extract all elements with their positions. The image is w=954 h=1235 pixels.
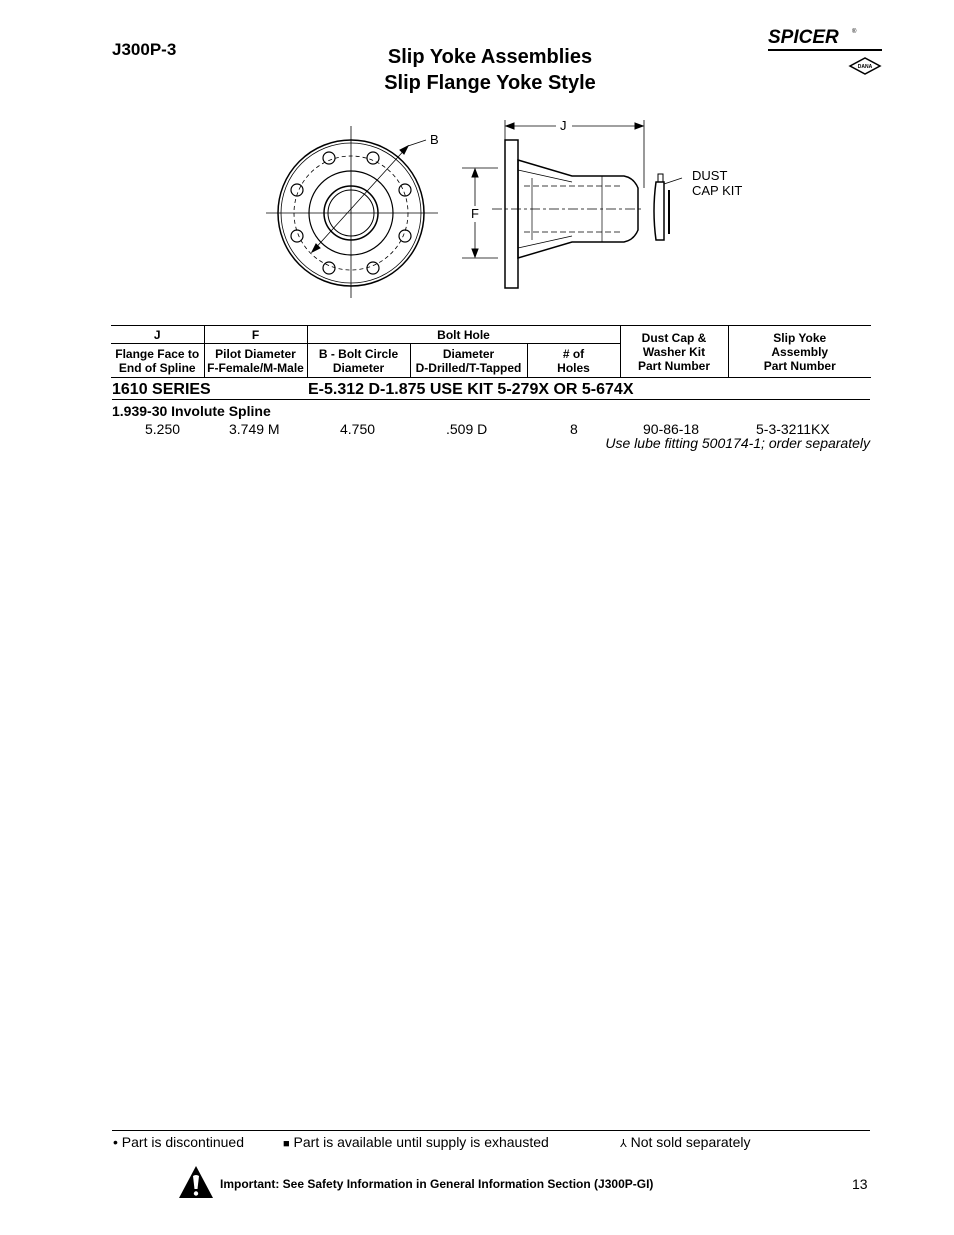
spline-type: 1.939-30 Involute Spline (112, 403, 271, 419)
header-slip-yoke: Slip Yoke Assembly Part Number (728, 326, 871, 378)
dust-cap-label-line2: CAP KIT (692, 183, 743, 198)
bullet-icon: • (113, 1134, 118, 1150)
cell-j: 5.250 (145, 421, 181, 437)
yoke-diagram (262, 118, 762, 298)
dimension-j-label: J (560, 118, 567, 133)
legend-divider (112, 1130, 870, 1131)
brand-text: SPICER (768, 27, 839, 48)
header-diameter: Diameter D-Drilled/T-Tapped (410, 344, 527, 378)
dust-cap-label-line1: DUST (692, 168, 728, 183)
warning-icon (178, 1165, 214, 1199)
header-j: J (111, 326, 204, 344)
dimension-b-label: B (430, 132, 439, 147)
cell-d: .509 D (446, 421, 488, 437)
page-title-line2: Slip Flange Yoke Style (384, 72, 596, 94)
header-bolt-circle: B - Bolt Circle Diameter (307, 344, 410, 378)
cell-b: 4.750 (340, 421, 376, 437)
header-flange-face: Flange Face to End of Spline (111, 344, 204, 378)
lube-note: Use lube fitting 500174-1; order separately (605, 435, 870, 451)
series-name: 1610 SERIES (112, 381, 211, 398)
series-kit: E-5.312 D-1.875 USE KIT 5-279X OR 5-674X (308, 381, 634, 398)
cell-f: 3.749 M (229, 421, 280, 437)
square-icon: ■ (283, 1138, 290, 1150)
cell-holes: 8 (570, 421, 578, 437)
legend-available: ■ Part is available until supply is exhausted (283, 1134, 549, 1150)
page-title-line1: Slip Yoke Assemblies (387, 46, 593, 68)
series-row (112, 380, 870, 400)
cell-assembly: 5-3-3211KX (756, 421, 830, 437)
yoke-side-view (462, 120, 682, 288)
legend-not-sold: ⅄ Not sold separately (620, 1134, 751, 1150)
document-code: J300P-3 (112, 40, 177, 59)
sub-brand-text: DANA (857, 64, 873, 70)
spec-table-header (111, 325, 871, 378)
page-number: 13 (852, 1176, 868, 1192)
dimension-f-label: F (471, 206, 479, 221)
header-holes: # of Holes (527, 344, 620, 378)
header-pilot-diameter: Pilot Diameter F-Female/M-Male (204, 344, 307, 378)
cell-dust-cap: 90-86-18 (643, 421, 700, 437)
header-dust-cap: Dust Cap & Washer Kit Part Number (620, 326, 728, 378)
flange-front-view (266, 126, 438, 298)
important-notice: Important: See Safety Information in General Information Section (J300P-GI) (220, 1177, 654, 1191)
legend-discontinued: • Part is discontinued (113, 1134, 244, 1150)
caret-icon: ⅄ (620, 1138, 627, 1150)
header-f: F (204, 326, 307, 344)
spicer-logo (768, 24, 882, 76)
svg-text:®: ® (852, 29, 857, 35)
header-bolt-hole: Bolt Hole (307, 326, 620, 344)
